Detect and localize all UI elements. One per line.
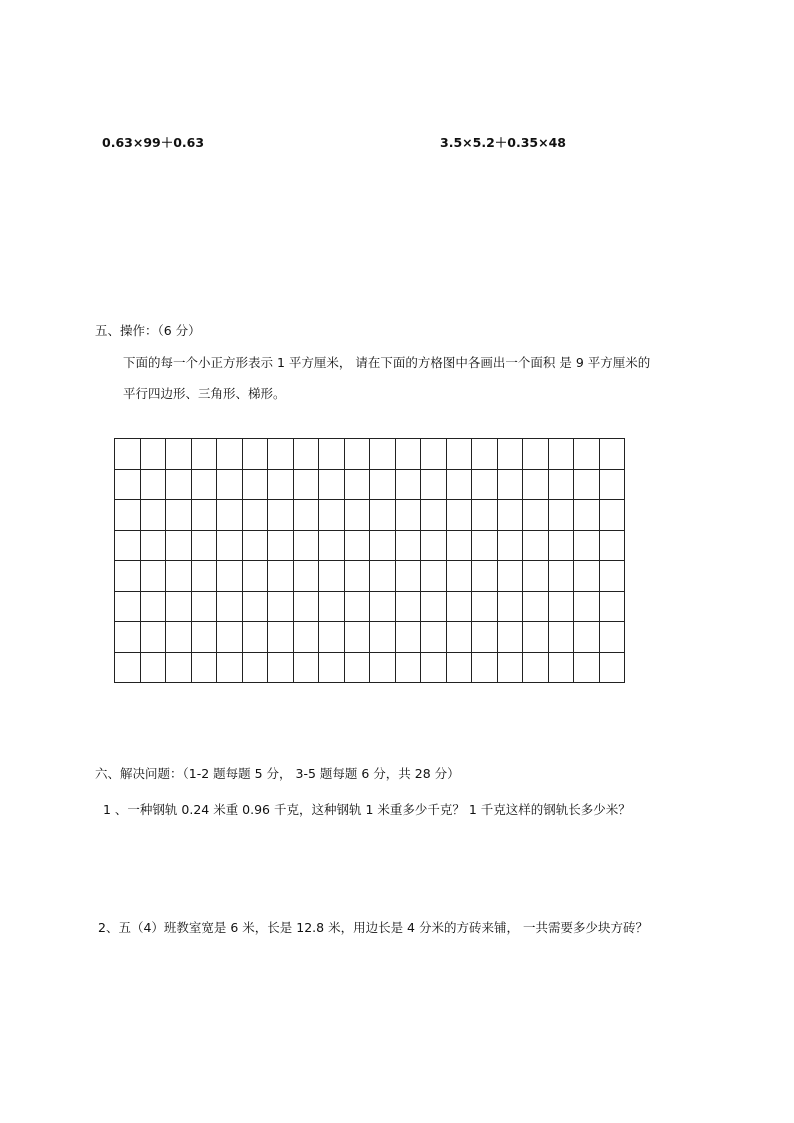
- grid-cell[interactable]: [268, 622, 294, 653]
- grid-cell[interactable]: [191, 469, 217, 500]
- grid-cell[interactable]: [548, 622, 574, 653]
- grid-cell[interactable]: [293, 561, 319, 592]
- grid-cell[interactable]: [574, 439, 600, 470]
- grid-cell[interactable]: [395, 622, 421, 653]
- grid-cell[interactable]: [319, 622, 345, 653]
- grid-cell[interactable]: [344, 561, 370, 592]
- grid-cell[interactable]: [497, 530, 523, 561]
- grid-cell[interactable]: [217, 530, 243, 561]
- grid-cell[interactable]: [166, 591, 192, 622]
- question-2: 2、五（4）班教室宽是 6 米，长是 12.8 米，用边长是 4 分米的方砖来铺， 一共需要多少块方砖？: [98, 920, 648, 935]
- grid-cell[interactable]: [472, 469, 498, 500]
- grid-row: [115, 500, 625, 531]
- grid-cell[interactable]: [548, 500, 574, 531]
- square-grid[interactable]: [114, 438, 625, 683]
- grid-cell[interactable]: [523, 530, 549, 561]
- question-1: 1 、一种钢轨 0.24 米重 0.96 千克，这种钢轨 1 米重多少千克？ 1 千克这样的钢轨长多少米？: [103, 802, 631, 817]
- grid-cell[interactable]: [599, 591, 625, 622]
- grid-cell[interactable]: [395, 652, 421, 683]
- grid-cell[interactable]: [523, 652, 549, 683]
- grid-cell[interactable]: [523, 561, 549, 592]
- grid-cell[interactable]: [370, 500, 396, 531]
- grid-cell[interactable]: [472, 530, 498, 561]
- grid-cell[interactable]: [497, 469, 523, 500]
- grid-cell[interactable]: [599, 622, 625, 653]
- grid-cell[interactable]: [446, 439, 472, 470]
- grid-cell[interactable]: [523, 439, 549, 470]
- grid-cell[interactable]: [497, 652, 523, 683]
- grid-cell[interactable]: [293, 469, 319, 500]
- grid-cell[interactable]: [574, 530, 600, 561]
- grid-cell[interactable]: [140, 530, 166, 561]
- grid-cell[interactable]: [140, 469, 166, 500]
- grid-cell[interactable]: [319, 652, 345, 683]
- grid-cell[interactable]: [599, 469, 625, 500]
- grid-cell[interactable]: [472, 561, 498, 592]
- grid-cell[interactable]: [242, 652, 268, 683]
- grid-cell[interactable]: [421, 500, 447, 531]
- grid-cell[interactable]: [319, 469, 345, 500]
- grid-row: [115, 622, 625, 653]
- grid-cell[interactable]: [599, 652, 625, 683]
- grid-cell[interactable]: [421, 530, 447, 561]
- grid-cell[interactable]: [217, 591, 243, 622]
- grid-cell[interactable]: [268, 500, 294, 531]
- grid-cell[interactable]: [344, 591, 370, 622]
- grid-cell[interactable]: [344, 622, 370, 653]
- calc-expression-2: 3.5×5.2＋0.35×48: [440, 135, 566, 150]
- grid-cell[interactable]: [293, 591, 319, 622]
- grid-cell[interactable]: [446, 530, 472, 561]
- grid-cell[interactable]: [268, 439, 294, 470]
- grid-cell[interactable]: [370, 469, 396, 500]
- grid-cell[interactable]: [548, 469, 574, 500]
- grid-cell[interactable]: [548, 591, 574, 622]
- grid-cell[interactable]: [293, 652, 319, 683]
- grid-cell[interactable]: [115, 622, 141, 653]
- grid-cell[interactable]: [472, 652, 498, 683]
- grid-cell[interactable]: [115, 652, 141, 683]
- grid-cell[interactable]: [319, 591, 345, 622]
- grid-row: [115, 652, 625, 683]
- grid-row: [115, 469, 625, 500]
- grid-cell[interactable]: [166, 439, 192, 470]
- grid-cell[interactable]: [523, 622, 549, 653]
- grid-cell[interactable]: [574, 622, 600, 653]
- grid-cell[interactable]: [548, 530, 574, 561]
- grid-cell[interactable]: [446, 561, 472, 592]
- grid-cell[interactable]: [268, 530, 294, 561]
- grid-cell[interactable]: [421, 652, 447, 683]
- grid-cell[interactable]: [217, 561, 243, 592]
- grid-cell[interactable]: [523, 591, 549, 622]
- grid-cell[interactable]: [319, 530, 345, 561]
- grid-cell[interactable]: [166, 500, 192, 531]
- grid-cell[interactable]: [191, 530, 217, 561]
- grid-cell[interactable]: [395, 469, 421, 500]
- grid-cell[interactable]: [599, 439, 625, 470]
- grid-row: [115, 530, 625, 561]
- grid-cell[interactable]: [268, 652, 294, 683]
- grid-cell[interactable]: [370, 530, 396, 561]
- grid-cell[interactable]: [421, 622, 447, 653]
- grid-cell[interactable]: [472, 500, 498, 531]
- grid-cell[interactable]: [599, 500, 625, 531]
- grid-cell[interactable]: [242, 439, 268, 470]
- grid-cell[interactable]: [344, 530, 370, 561]
- grid-cell[interactable]: [344, 500, 370, 531]
- grid-cell[interactable]: [191, 652, 217, 683]
- grid-cell[interactable]: [115, 439, 141, 470]
- grid-cell[interactable]: [370, 622, 396, 653]
- grid-cell[interactable]: [242, 530, 268, 561]
- grid-cell[interactable]: [293, 530, 319, 561]
- grid-cell[interactable]: [421, 469, 447, 500]
- grid-cell[interactable]: [548, 439, 574, 470]
- grid-cell[interactable]: [191, 591, 217, 622]
- calc-expression-1: 0.63×99＋0.63: [102, 135, 205, 150]
- grid-cell[interactable]: [242, 561, 268, 592]
- grid-cell[interactable]: [599, 561, 625, 592]
- grid-cell[interactable]: [446, 652, 472, 683]
- grid-cell[interactable]: [140, 439, 166, 470]
- section-5-instruction-line-1: 下面的每一个小正方形表示 1 平方厘米， 请在下面的方格图中各画出一个面积 是 9 平方厘米的: [123, 355, 651, 370]
- grid-cell[interactable]: [140, 591, 166, 622]
- grid-cell[interactable]: [446, 591, 472, 622]
- section-5-instruction-line-2: 平行四边形、三角形、梯形。: [123, 386, 286, 401]
- grid-cell[interactable]: [166, 561, 192, 592]
- grid-cell[interactable]: [548, 652, 574, 683]
- grid-cell[interactable]: [472, 591, 498, 622]
- grid-cell[interactable]: [242, 591, 268, 622]
- grid-cell[interactable]: [497, 439, 523, 470]
- grid-cell[interactable]: [497, 561, 523, 592]
- grid-cell[interactable]: [217, 622, 243, 653]
- grid-cell[interactable]: [166, 469, 192, 500]
- grid-cell[interactable]: [370, 439, 396, 470]
- grid-row: [115, 439, 625, 470]
- grid-cell[interactable]: [574, 469, 600, 500]
- grid-cell[interactable]: [268, 469, 294, 500]
- grid-cell[interactable]: [344, 439, 370, 470]
- grid-cell[interactable]: [497, 500, 523, 531]
- grid-cell[interactable]: [166, 530, 192, 561]
- grid-cell[interactable]: [421, 561, 447, 592]
- grid-cell[interactable]: [293, 500, 319, 531]
- grid-cell[interactable]: [523, 500, 549, 531]
- grid-cell[interactable]: [140, 500, 166, 531]
- grid-cell[interactable]: [421, 439, 447, 470]
- grid-cell[interactable]: [115, 561, 141, 592]
- grid-cell[interactable]: [574, 561, 600, 592]
- grid-cell[interactable]: [293, 622, 319, 653]
- grid-cell[interactable]: [140, 561, 166, 592]
- grid-cell[interactable]: [370, 561, 396, 592]
- grid-cell[interactable]: [191, 622, 217, 653]
- grid-row: [115, 591, 625, 622]
- grid-cell[interactable]: [497, 622, 523, 653]
- section-6-title: 六、解决问题：（1-2 题每题 5 分， 3-5 题每题 6 分，共 28 分）: [95, 766, 460, 781]
- grid-cell[interactable]: [191, 500, 217, 531]
- grid-cell[interactable]: [574, 500, 600, 531]
- grid-cell[interactable]: [191, 439, 217, 470]
- grid-cell[interactable]: [217, 500, 243, 531]
- grid-cell[interactable]: [548, 561, 574, 592]
- grid-cell[interactable]: [115, 591, 141, 622]
- grid-cell[interactable]: [344, 652, 370, 683]
- grid-cell[interactable]: [319, 439, 345, 470]
- grid-cell[interactable]: [293, 439, 319, 470]
- grid-cell[interactable]: [370, 591, 396, 622]
- grid-cell[interactable]: [268, 561, 294, 592]
- grid-cell[interactable]: [268, 591, 294, 622]
- grid-cell[interactable]: [446, 469, 472, 500]
- grid-cell[interactable]: [115, 469, 141, 500]
- grid-cell[interactable]: [446, 500, 472, 531]
- grid-cell[interactable]: [370, 652, 396, 683]
- grid-cell[interactable]: [217, 652, 243, 683]
- grid-cell[interactable]: [395, 500, 421, 531]
- grid-cell[interactable]: [242, 469, 268, 500]
- grid-cell[interactable]: [395, 561, 421, 592]
- grid-cell[interactable]: [319, 500, 345, 531]
- grid-cell[interactable]: [140, 622, 166, 653]
- grid-cell[interactable]: [217, 469, 243, 500]
- grid-cell[interactable]: [446, 622, 472, 653]
- grid-cell[interactable]: [523, 469, 549, 500]
- grid-cell[interactable]: [191, 561, 217, 592]
- grid-cell[interactable]: [242, 622, 268, 653]
- grid-cell[interactable]: [344, 469, 370, 500]
- grid-row: [115, 561, 625, 592]
- grid-cell[interactable]: [421, 591, 447, 622]
- grid-cell[interactable]: [395, 530, 421, 561]
- grid-cell[interactable]: [166, 652, 192, 683]
- grid-cell[interactable]: [115, 500, 141, 531]
- grid-cell[interactable]: [217, 439, 243, 470]
- grid-cell[interactable]: [319, 561, 345, 592]
- grid-cell[interactable]: [472, 622, 498, 653]
- section-5-title: 五、操作：（6 分）: [95, 323, 201, 338]
- grid-cell[interactable]: [242, 500, 268, 531]
- grid-cell[interactable]: [574, 652, 600, 683]
- grid-cell[interactable]: [115, 530, 141, 561]
- grid-cell[interactable]: [140, 652, 166, 683]
- grid-cell[interactable]: [574, 591, 600, 622]
- grid-cell[interactable]: [599, 530, 625, 561]
- grid-cell[interactable]: [395, 439, 421, 470]
- grid-cell[interactable]: [166, 622, 192, 653]
- grid-cell[interactable]: [395, 591, 421, 622]
- grid-cell[interactable]: [472, 439, 498, 470]
- grid-cell[interactable]: [497, 591, 523, 622]
